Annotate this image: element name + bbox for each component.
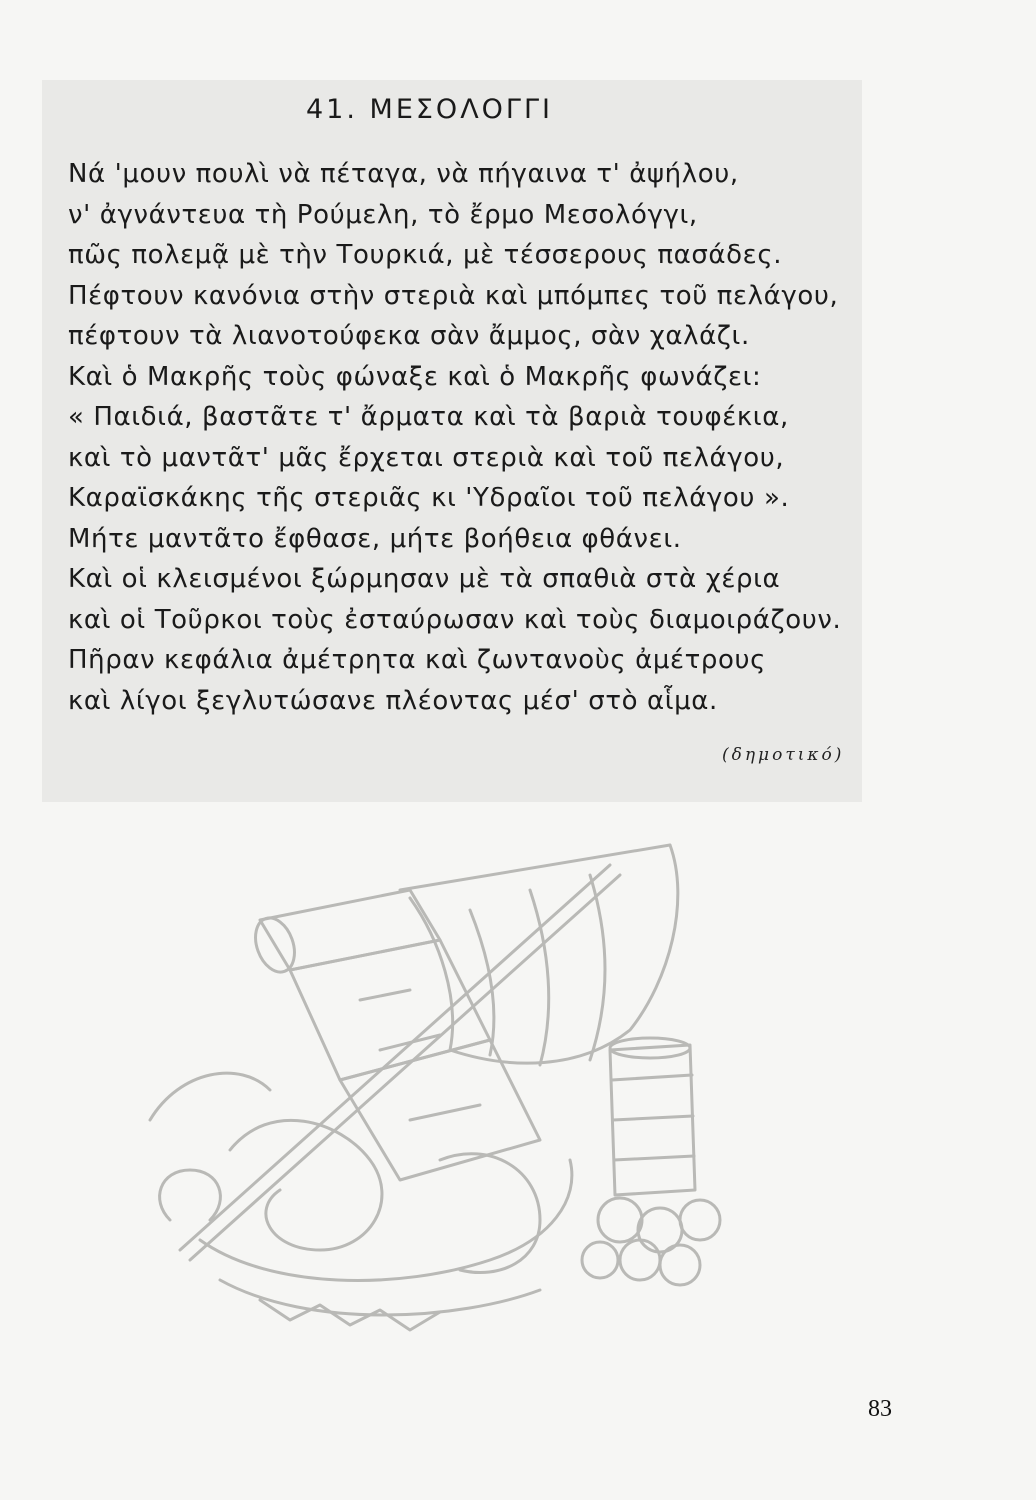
page-number: 83 (868, 1396, 892, 1422)
poem-body (68, 154, 868, 721)
poem-line: Πέφτουν κανόνια στὴν στεριὰ καὶ μπόμπες τοῦ πελάγου, (68, 280, 839, 311)
poem-line: Καραϊσκάκης τῆς στεριᾶς κι 'Υδραῖοι τοῦ πελάγου ». (68, 483, 790, 513)
poem-line: Καὶ οἱ κλεισμένοι ξώρμησαν μὲ τὰ σπαθιὰ στὰ χέρια (68, 564, 781, 594)
poem-line: ν' ἀγνάντευα τὴ Ρούμελη, τὸ ἔρμο Μεσολόγγι, (68, 199, 698, 230)
poem-line: Πῆραν κεφάλια ἀμέτρητα καὶ ζωντανοὺς ἀμέτρους (68, 645, 766, 675)
poem-line: καὶ τὸ μαντᾶτ' μᾶς ἔρχεται στεριὰ καὶ τοῦ πελάγου, (68, 442, 785, 473)
poem-line: καὶ οἱ Τοῦρκοι τοὺς ἐσταύρωσαν καὶ τοὺς διαμοιράζουν. (68, 604, 842, 635)
poem-line: πέφτουν τὰ λιανοτούφεκα σὰν ἄμμος, σὰν χαλάζι. (68, 321, 750, 351)
poem-line: Καὶ ὁ Μακρῆς τοὺς φώναξε καὶ ὁ Μακρῆς φωνάζει: (68, 361, 762, 392)
poem-line: « Παιδιά, βαστᾶτε τ' ἄρματα καὶ τὰ βαριὰ τουφέκια, (68, 402, 789, 432)
telescope-and-nautical-objects-illustration-icon (110, 820, 870, 1360)
poem-line: Νά 'μουν πουλὶ νὰ πέταγα, νὰ πήγαινα τ' ἀψήλου, (68, 159, 739, 189)
poem-line: καὶ λίγοι ξεγλυτώσανε πλέοντας μέσ' στὸ αἷμα. (68, 685, 718, 716)
poem-title: 41. ΜΕΣΟΛΟΓΓΙ (306, 94, 553, 125)
poem-line: πῶς πολεμᾷ μὲ τὴν Τουρκιά, μὲ τέσσερους πασάδες. (68, 240, 783, 270)
poem-line: Μήτε μαντᾶτο ἔφθασε, μήτε βοήθεια φθάνει. (68, 523, 682, 554)
poem-attribution: (δημοτικό) (722, 745, 845, 765)
